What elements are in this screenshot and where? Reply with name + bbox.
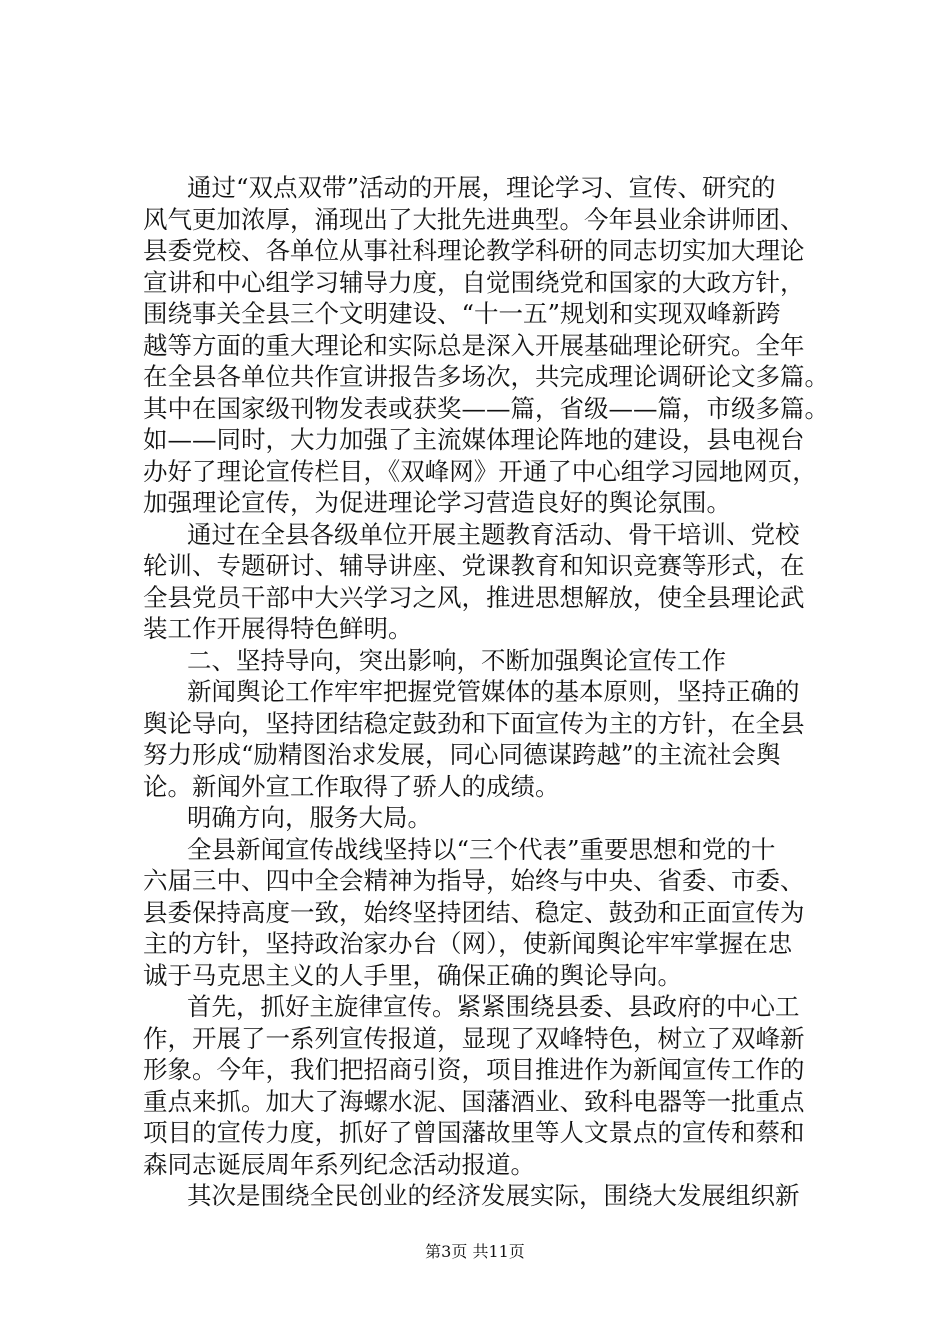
text-line: 通过在全县各级单位开展主题教育活动、骨干培训、党校 xyxy=(187,519,800,549)
text-line: 形象。今年，我们把招商引资，项目推进作为新闻宣传工作的 xyxy=(143,1055,805,1084)
text-line: 新闻舆论工作牢牢把握党管媒体的基本原则，坚持正确的 xyxy=(187,677,800,706)
document-body xyxy=(143,172,843,1212)
text-line: 全县党员干部中大兴学习之风，推进思想解放，使全县理论武 xyxy=(143,582,805,612)
subheading: 明确方向，服务大局。 xyxy=(187,803,432,832)
text-line: 围绕事关全县三个文明建设、“十一五”规划和实现双峰新跨 xyxy=(143,299,781,328)
text-line: 县委保持高度一致，始终坚持团结、稳定、鼓劲和正面宣传为 xyxy=(143,897,805,927)
text-line: 越等方面的重大理论和实际总是深入开展基础理论研究。全年 xyxy=(143,330,805,360)
page-number-label: 第3页 共11页 xyxy=(425,1242,525,1261)
text-line: 风气更加浓厚，涌现出了大批先进典型。今年县业余讲师团、 xyxy=(143,204,805,234)
section-heading: 二、坚持导向，突出影响，不断加强舆论宣传工作 xyxy=(187,645,726,675)
text-line: 县委党校、各单位从事社科理论教学科研的同志切实加大理论 xyxy=(143,236,805,265)
text-line: 通过“双点双带”活动的开展，理论学习、宣传、研究的 xyxy=(187,173,776,202)
text-line: 主的方针，坚持政治家办台（网），使新闻舆论牢牢掌握在忠 xyxy=(143,929,793,958)
text-line: 六届三中、四中全会精神为指导，始终与中央、省委、市委、 xyxy=(143,866,805,895)
text-line: 其中在国家级刊物发表或获奖——篇，省级——篇，市级多篇。 xyxy=(143,393,829,423)
text-line: 轮训、专题研讨、辅导讲座、党课教育和知识竞赛等形式，在 xyxy=(143,551,805,580)
text-line: 其次是围绕全民创业的经济发展实际，围绕大发展组织新 xyxy=(187,1181,800,1210)
text-line: 全县新闻宣传战线坚持以“三个代表”重要思想和党的十 xyxy=(187,834,776,864)
text-line: 诚于马克思主义的人手里，确保正确的舆论导向。 xyxy=(143,960,682,990)
text-line: 重点来抓。加大了海螺水泥、国藩酒业、致科电器等一批重点 xyxy=(143,1086,805,1116)
text-line: 加强理论宣传，为促进理论学习营造良好的舆论氛围。 xyxy=(143,488,731,517)
text-line: 宣讲和中心组学习辅导力度，自觉围绕党和国家的大政方针， xyxy=(143,267,805,297)
page-footer xyxy=(0,1242,950,1262)
text-line: 论。新闻外宣工作取得了骄人的成绩。 xyxy=(143,771,560,801)
text-line: 装工作开展得特色鲜明。 xyxy=(143,614,413,643)
text-line: 舆论导向，坚持团结稳定鼓劲和下面宣传为主的方针，在全县 xyxy=(143,708,805,738)
text-line: 如——同时，大力加强了主流媒体理论阵地的建设，县电视台 xyxy=(143,425,805,454)
text-line: 努力形成“励精图治求发展，同心同德谋跨越”的主流社会舆 xyxy=(143,740,781,769)
text-line: 森同志诞辰周年系列纪念活动报道。 xyxy=(143,1149,535,1179)
text-line: 在全县各单位共作宣讲报告多场次，共完成理论调研论文多篇。 xyxy=(143,362,829,391)
text-line: 首先，抓好主旋律宣传。紧紧围绕县委、县政府的中心工 xyxy=(187,992,800,1021)
text-line: 项目的宣传力度，抓好了曾国藩故里等人文景点的宣传和蔡和 xyxy=(143,1118,805,1147)
text-line: 作，开展了一系列宣传报道，显现了双峰特色，树立了双峰新 xyxy=(143,1023,805,1053)
text-line: 办好了理论宣传栏目，《双峰网》开通了中心组学习园地网页， xyxy=(143,456,817,486)
